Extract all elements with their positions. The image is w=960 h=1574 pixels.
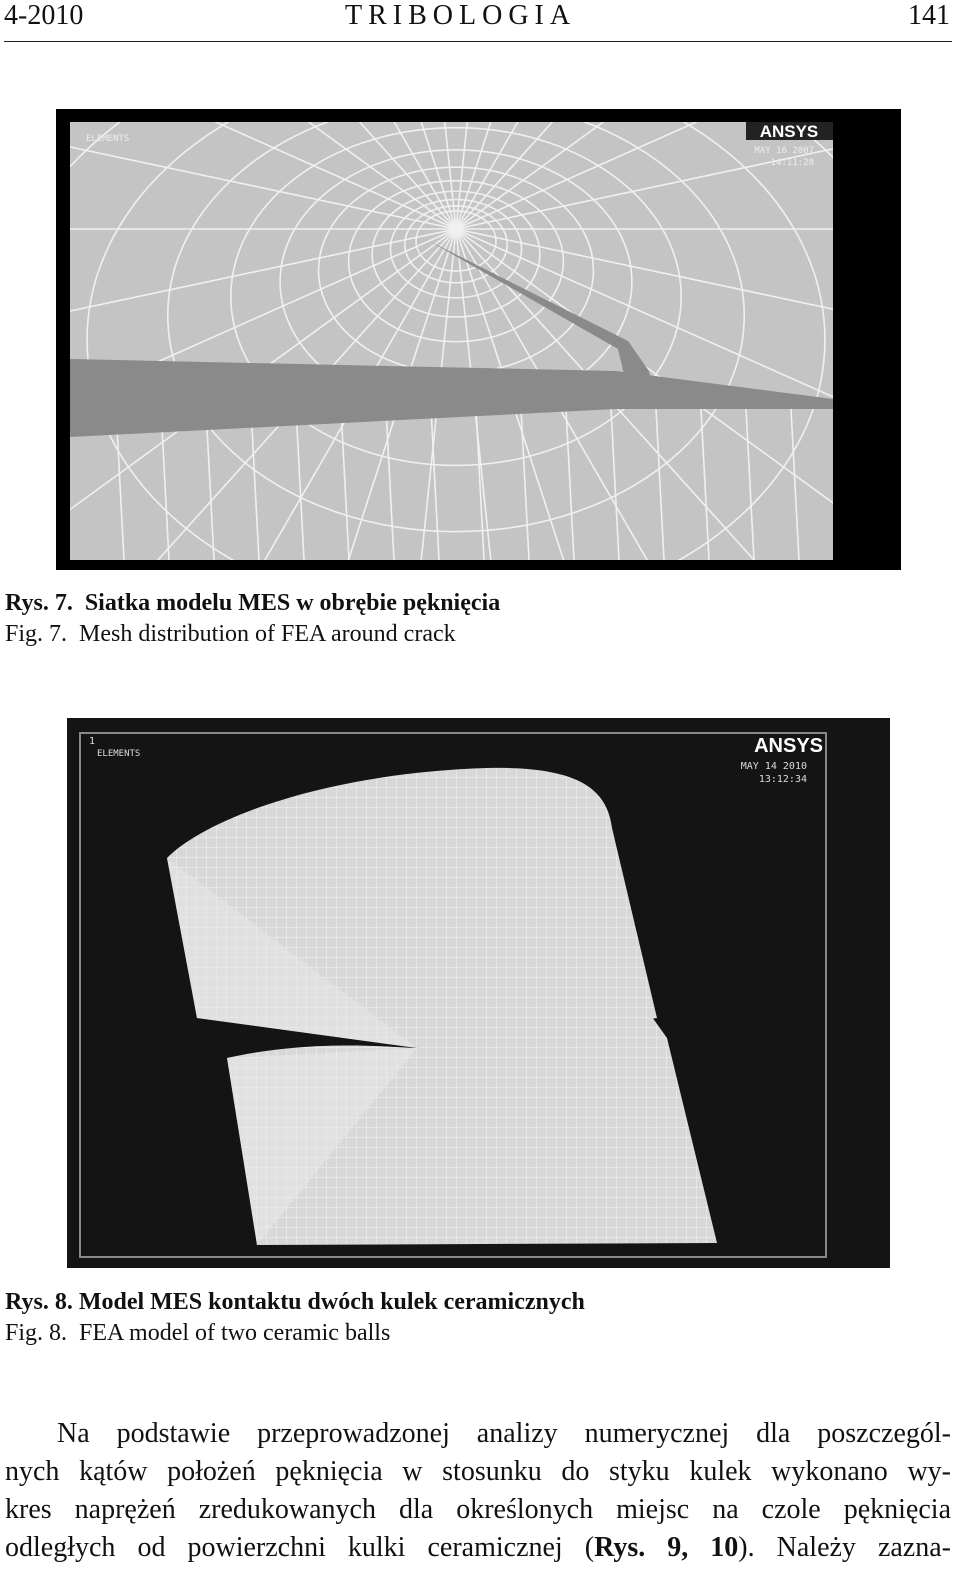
svg-text:14:11:28: 14:11:28 (770, 158, 814, 168)
fig7-label: ELEMENTS (86, 134, 130, 144)
svg-text:ELEMENTS: ELEMENTS (97, 749, 141, 759)
svg-text:ANSYS: ANSYS (759, 122, 819, 141)
svg-text:MAY 16 2007: MAY 16 2007 (754, 146, 814, 156)
svg-text:MAY 14 2010: MAY 14 2010 (740, 761, 807, 772)
svg-text:1: 1 (89, 736, 96, 747)
header-rule (4, 41, 952, 42)
body-line: Na podstawie przeprowadzonej analizy numerycznej dla poszczegól- (57, 1418, 951, 1449)
body-line: odległych od powierzchni kulki ceramicznej (Rys. 9, 10). Należy zazna- (5, 1532, 951, 1563)
journal-title: TRIBOLOGIA (345, 0, 577, 31)
figure-reference: Rys. 9, 10 (594, 1532, 739, 1563)
figure-7-mesh-image (56, 109, 901, 570)
svg-text:13:12:34: 13:12:34 (758, 774, 807, 785)
body-paragraph (5, 1415, 951, 1567)
figure-8-fea-model-image (67, 718, 890, 1268)
body-line: kres naprężeń zredukowanych dla określonych miejsc na czole pęknięcia (5, 1494, 951, 1525)
svg-text:ANSYS: ANSYS (754, 735, 823, 757)
page-number: 141 (908, 0, 950, 31)
figure-7-caption-pl: Rys. 7. Siatka modelu MES w obrębie pęknięcia (5, 590, 501, 616)
figure-8-caption-pl: Rys. 8. Model MES kontaktu dwóch kulek ceramicznych (5, 1289, 585, 1315)
figure-7-caption-en: Fig. 7. Mesh distribution of FEA around crack (5, 621, 456, 647)
issue-number: 4-2010 (4, 0, 84, 31)
body-line: nych kątów położeń pęknięcia w stosunku do styku kulek wykonano wy- (5, 1456, 951, 1487)
figure-8-caption-en: Fig. 8. FEA model of two ceramic balls (5, 1320, 391, 1346)
